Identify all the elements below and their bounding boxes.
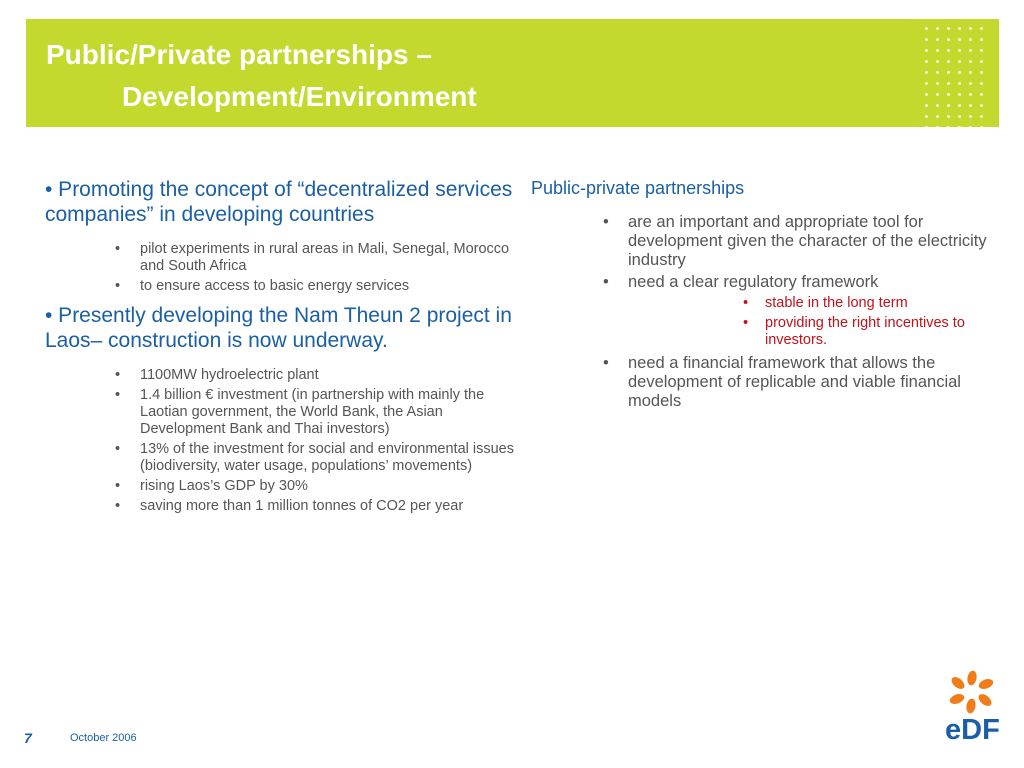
list-item: • stable in the long term bbox=[743, 295, 991, 312]
slide-title-line-1: Public/Private partnerships – bbox=[46, 39, 432, 70]
list-item: • 1.4 billion € investment (in partnership with mainly the Laotian government, the World Bank, the Asian Development Bank and Thai investors) bbox=[115, 387, 515, 438]
list-item-text: need a financial framework that allows the development of replicable and viable financial models bbox=[628, 354, 961, 410]
page-number: 7 bbox=[24, 730, 32, 746]
list-item-text: are an important and appropriate tool for development given the character of the electricity industry bbox=[628, 213, 987, 269]
left-bullet-nam-theun: • Presently developing the Nam Theun 2 project in Laos– construction is now underway. bbox=[45, 304, 512, 352]
decorative-dot-grid bbox=[921, 23, 991, 127]
list-item-text: need a clear regulatory framework bbox=[628, 273, 879, 291]
slide-title-line-2: Development/Environment bbox=[122, 81, 477, 112]
right-bullet-list bbox=[603, 213, 991, 411]
list-item: • pilot experiments in rural areas in Mali, Senegal, Morocco and South Africa bbox=[115, 241, 515, 275]
footer-date: October 2006 bbox=[70, 732, 137, 744]
list-item: • 1100MW hydroelectric plant bbox=[115, 367, 515, 384]
list-item bbox=[603, 273, 991, 349]
right-column bbox=[531, 177, 991, 414]
title-banner bbox=[26, 19, 999, 127]
left-bullet-1-sublist bbox=[115, 241, 515, 295]
list-item: • rising Laos’s GDP by 30% bbox=[115, 478, 515, 495]
list-item bbox=[603, 354, 991, 411]
edf-logo-wordmark: eDF bbox=[945, 714, 1000, 746]
list-item: • to ensure access to basic energy services bbox=[115, 278, 515, 295]
edf-flower-icon bbox=[941, 670, 1003, 714]
list-item bbox=[603, 213, 991, 270]
slide-title bbox=[46, 34, 477, 118]
left-bullet-2-sublist bbox=[115, 367, 515, 515]
list-item: • saving more than 1 million tonnes of CO2 per year bbox=[115, 498, 515, 515]
left-column bbox=[45, 177, 515, 523]
list-item: • 13% of the investment for social and environmental issues (biodiversity, water usage, populations’ movements) bbox=[115, 441, 515, 475]
edf-logo bbox=[938, 670, 1008, 750]
regulatory-sublist bbox=[743, 295, 991, 349]
left-bullet-decentralized: • Promoting the concept of “decentralized services companies” in developing countries bbox=[45, 178, 513, 226]
list-item: • providing the right incentives to investors. bbox=[743, 315, 991, 349]
right-heading: Public-private partnerships bbox=[531, 178, 745, 198]
